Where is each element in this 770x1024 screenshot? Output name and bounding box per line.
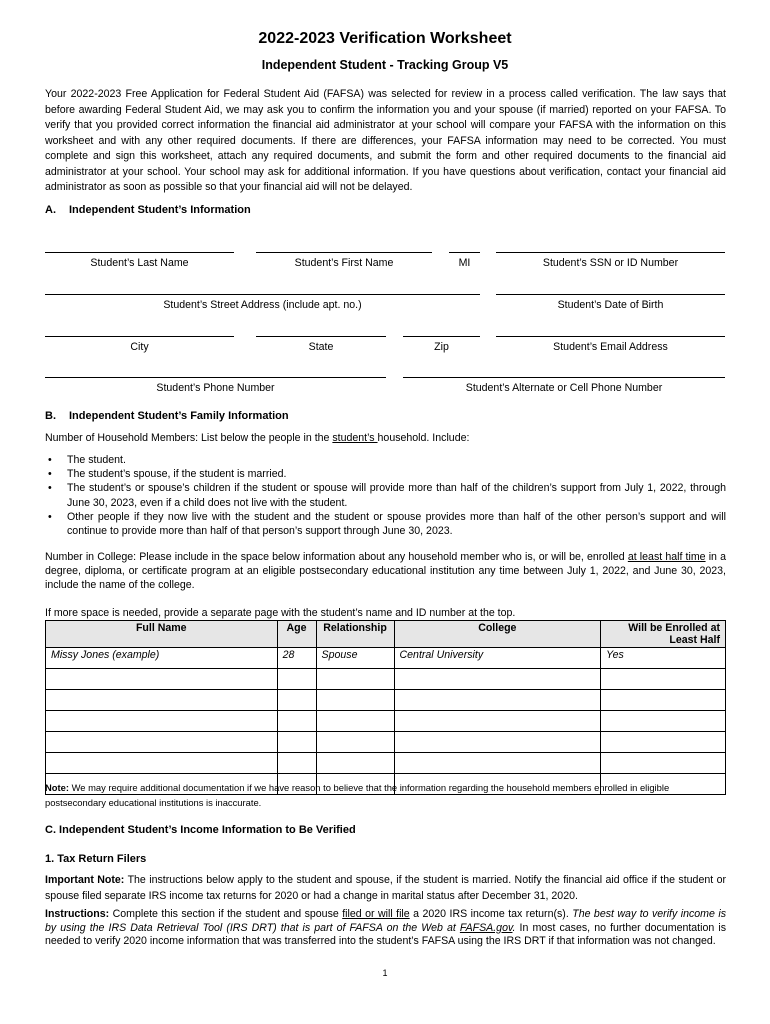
section-c-heading: C. Independent Student’s Income Information to Be Verified <box>45 824 356 836</box>
table-cell[interactable] <box>277 711 316 732</box>
bullet-icon: • <box>48 482 52 495</box>
table-row[interactable] <box>46 711 726 732</box>
tax-return-filers-heading: 1. Tax Return Filers <box>45 853 147 865</box>
household-text-end: household. Include: <box>377 432 470 444</box>
table-cell[interactable] <box>277 732 316 753</box>
list-item <box>45 481 726 509</box>
email-field[interactable]: Student’s Email Address <box>496 336 725 354</box>
table-cell[interactable] <box>394 669 601 690</box>
table-cell[interactable] <box>394 711 601 732</box>
table-row[interactable] <box>46 690 726 711</box>
section-b-heading <box>45 410 289 422</box>
last-name-field[interactable]: Student’s Last Name <box>45 252 234 270</box>
section-a-title: Independent Student’s Information <box>69 204 251 216</box>
bullet-text: Other people if they now live with the student and the student or spouse provides more than half of the other person’s support and will continue to provide more than half of that person’s support through June 30, 2023. <box>67 510 726 538</box>
table-cell[interactable] <box>394 690 601 711</box>
table-row-example <box>46 648 726 669</box>
bullet-text: The student’s spouse, if the student is married. <box>67 468 287 481</box>
table-cell[interactable] <box>601 753 726 774</box>
table-cell[interactable] <box>601 669 726 690</box>
street-address-field[interactable]: Student’s Street Address (include apt. no.) <box>45 294 480 312</box>
fafsa-gov-link[interactable]: FAFSA.gov <box>459 921 513 934</box>
example-college: Central University <box>394 648 601 669</box>
table-cell[interactable] <box>316 690 394 711</box>
phone-field[interactable]: Student’s Phone Number <box>45 377 386 395</box>
table-cell[interactable] <box>316 711 394 732</box>
important-note-label: Important Note: <box>45 874 125 886</box>
note-text <box>45 780 726 810</box>
table-cell[interactable] <box>394 753 601 774</box>
bullet-icon: • <box>48 454 52 466</box>
table-cell[interactable] <box>601 690 726 711</box>
instructions-italic-text: The best way to verify income is by using the IRS Data Retrieval Tool (IRS DRT) that is part of FAFSA on the Web at <box>45 908 726 934</box>
bullet-icon: • <box>48 468 52 481</box>
table-cell[interactable] <box>46 753 278 774</box>
note-body: We may require additional documentation if we have reason to believe that the information regarding the household members enrolled in eligible postsecondary educational institutions is inaccurate. <box>45 782 670 808</box>
household-underlined-word: student’s <box>332 432 378 444</box>
example-age: 28 <box>277 648 316 669</box>
table-row[interactable] <box>46 669 726 690</box>
important-note-body: The instructions below apply to the student and spouse, if the student is married. Notify the financial aid office if the student or spouse filed separate IRS income tax returns for 2020 or had a change in marital status after December 31, 2020. <box>45 874 726 902</box>
section-b-title: Independent Student’s Family Information <box>69 410 289 422</box>
note-label: Note: <box>45 782 69 793</box>
household-table <box>45 620 726 795</box>
college-text-start: Number in College: Please include in the space below information about any household member who is, or will be, enrolled <box>45 551 628 563</box>
bullet-text: The student’s or spouse’s children if the student or spouse will provide more than half of the children’s support from July 1, 2022, through June 30, 2023, even if a child does not live with the student. <box>67 482 726 509</box>
instructions-part-1: Complete this section if the student and spouse <box>109 908 343 920</box>
household-bullet-list <box>45 453 726 538</box>
list-item <box>45 453 726 467</box>
alt-phone-field[interactable]: Student’s Alternate or Cell Phone Number <box>403 377 725 395</box>
date-of-birth-field[interactable]: Student’s Date of Birth <box>496 294 725 312</box>
table-header-row <box>46 621 726 648</box>
example-enrolled: Yes <box>601 648 726 669</box>
example-full-name: Missy Jones (example) <box>46 648 278 669</box>
table-cell[interactable] <box>46 732 278 753</box>
household-text-start: Number of Household Members: List below the people in the <box>45 432 333 444</box>
college-text-end: in a degree, diploma, or certificate program at an eligible postsecondary educational institution any time between July 1, 2022, and June 30, 2023, include the name of the college. <box>45 551 726 592</box>
bullet-text: The student. <box>67 454 126 466</box>
list-item <box>45 467 726 481</box>
table-cell[interactable] <box>277 690 316 711</box>
table-cell[interactable] <box>277 753 316 774</box>
col-header-relationship: Relationship <box>316 621 394 648</box>
middle-initial-field[interactable]: MI <box>449 252 480 270</box>
city-field[interactable]: City <box>45 336 234 354</box>
section-b-letter: B. <box>45 410 56 422</box>
table-cell[interactable] <box>316 669 394 690</box>
section-a-letter: A. <box>45 204 56 216</box>
table-cell[interactable] <box>316 753 394 774</box>
instructions-text <box>45 908 726 949</box>
ssn-field[interactable]: Student’s SSN or ID Number <box>496 252 725 270</box>
col-header-enrolled: Will be Enrolled at Least Half <box>601 621 726 648</box>
intro-paragraph: Your 2022-2023 Free Application for Federal Student Aid (FAFSA) was selected for review in a process called verification. The law says that before awarding Federal Student Aid, we may ask you to confirm the information you and your spouse (if married) reported on your FAFSA. To verify that you provided correct information the financial aid administrator at your school will compare your FAFSA with the information on this worksheet and with any other required documents. If there are differences, your FAFSA information may need to be corrected. You must complete and sign this worksheet, attach any required documents, and submit the form and other required documents to the financial aid administrator at your school. Your school may ask for additional information. If you have questions about verification, contact your financial aid administrator as soon as possible so that your financial aid will not be delayed. <box>45 88 726 193</box>
table-cell[interactable] <box>46 669 278 690</box>
zip-field[interactable]: Zip <box>403 336 480 354</box>
table-cell[interactable] <box>46 711 278 732</box>
instructions-italic-end: . <box>512 921 516 934</box>
section-a-heading <box>45 204 251 216</box>
page-number: 1 <box>382 968 388 978</box>
page-subtitle: Independent Student - Tracking Group V5 <box>261 58 509 72</box>
table-cell[interactable] <box>601 711 726 732</box>
list-item <box>45 510 726 538</box>
number-in-college-text <box>45 550 726 593</box>
more-space-text: If more space is needed, provide a separate page with the student’s name and ID number at the top. <box>45 607 516 619</box>
example-relationship: Spouse <box>316 648 394 669</box>
table-cell[interactable] <box>46 690 278 711</box>
household-members-text <box>45 431 726 447</box>
important-note-text <box>45 873 726 904</box>
table-cell[interactable] <box>394 732 601 753</box>
table-cell[interactable] <box>601 732 726 753</box>
table-cell[interactable] <box>316 732 394 753</box>
instructions-label: Instructions: <box>45 908 110 920</box>
bullet-icon: • <box>48 510 52 523</box>
table-row[interactable] <box>46 753 726 774</box>
col-header-full-name: Full Name <box>46 621 278 648</box>
col-header-college: College <box>394 621 601 648</box>
first-name-field[interactable]: Student’s First Name <box>256 252 432 270</box>
instructions-underlined-phrase: filed or will file <box>342 908 410 920</box>
instructions-part-2: a 2020 IRS income tax return(s). <box>409 908 573 920</box>
state-field[interactable]: State <box>256 336 386 354</box>
table-cell[interactable] <box>277 669 316 690</box>
table-row[interactable] <box>46 732 726 753</box>
college-underlined-phrase: at least half time <box>627 551 706 563</box>
col-header-age: Age <box>277 621 316 648</box>
instructions-part-3: In most cases, no further documentation is needed to verify 2020 income information that was transferred into the student’s FAFSA using the IRS DRT if that information was not changed. <box>45 921 727 947</box>
page-title: 2022-2023 Verification Worksheet <box>258 30 512 47</box>
